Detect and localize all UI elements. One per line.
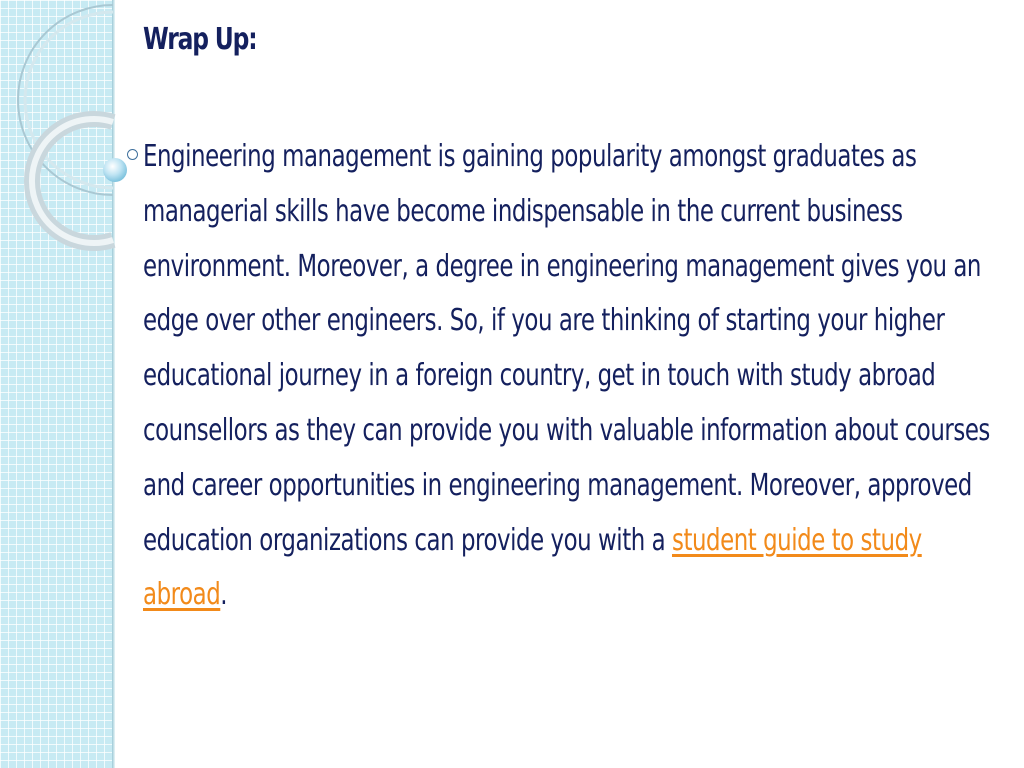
study-abroad-guide-link[interactable]: student guide to study abroad: [143, 522, 922, 613]
end-punctuation: .: [220, 577, 228, 613]
slide-title: Wrap Up:: [143, 22, 257, 57]
bullet-icon: [127, 149, 138, 160]
slide-content: [143, 14, 1003, 613]
body-paragraph: [143, 130, 991, 623]
body-wrapper: [143, 130, 991, 623]
body-text: Engineering management is gaining popularity amongst graduates as managerial skills have become indispensable in the current business environment. Moreover, a degree in engineering management gives you an edge over other engineers. So, if you are thinking of starting your higher educational journey in a foreign country, get in touch with study abroad counsellors as they can provide you with valuable information about courses and career opportunities in engineering management. Moreover, approved education organizations can provide you with a: [143, 139, 990, 558]
ring-decoration-icon: [0, 0, 160, 260]
